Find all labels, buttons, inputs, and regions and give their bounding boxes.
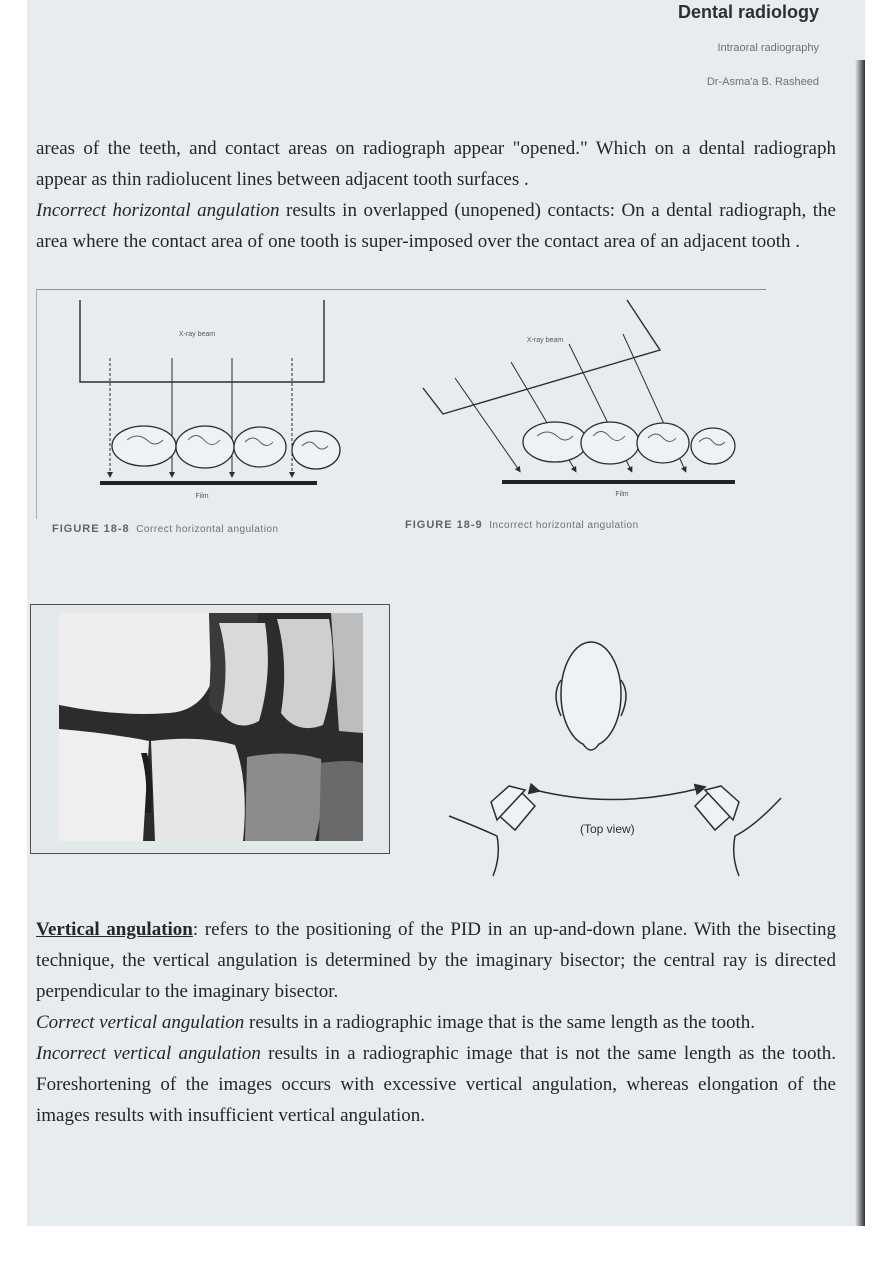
intro-line: areas of the teeth, and contact areas on radiograph appear "opened." Which on a dental radiograph appear as thin radiolucent lines between adjacent tooth surfaces . <box>36 138 836 190</box>
figure-18-8-number: FIGURE 18-8 <box>52 523 130 535</box>
correct-vertical-paragraph <box>36 1007 836 1038</box>
correct-vertical-text: results in a radiographic image that is the same length as the tooth. <box>244 1012 756 1033</box>
tooth-7 <box>637 423 689 463</box>
figure-18-9-text: Incorrect horizontal angulation <box>489 520 639 531</box>
incorrect-vertical-paragraph <box>36 1038 836 1131</box>
top-view-label: (Top view) <box>580 822 635 836</box>
figure-18-8-text: Correct horizontal angulation <box>136 524 279 535</box>
figure-18-9-number: FIGURE 18-9 <box>405 519 483 531</box>
tooth-8 <box>691 428 735 464</box>
right-film-label: Film <box>615 491 629 498</box>
incorrect-horizontal-paragraph <box>36 195 836 257</box>
left-ear <box>556 680 561 716</box>
incorrect-vertical-text: results in a radiographic image that is not the same length as the tooth. Foreshortening of the images occurs with excessive vertical angulation, whereas elongation of the images results with insufficient vertical angulation. <box>36 1043 836 1126</box>
incorrect-horizontal-term: Incorrect horizontal angulation <box>36 200 280 221</box>
tooth-6 <box>581 422 639 464</box>
right-pid-cone <box>695 786 781 876</box>
vertical-angulation-section <box>36 914 836 1131</box>
left-film-label: Film <box>195 493 209 500</box>
left-beam-label: X-ray beam <box>178 331 216 338</box>
top-view-head-diagram <box>435 630 795 880</box>
header-author: Dr-Asma'a B. Rasheed <box>706 76 819 88</box>
figure-top-rule <box>36 289 766 290</box>
page-edge-shadow <box>855 60 865 1226</box>
tooth-3 <box>234 427 286 467</box>
correct-vertical-term: Correct vertical angulation <box>36 1012 245 1033</box>
vertical-angulation-definition: : refers to the positioning of the PID in an up-and-down plane. With the bisecting technique, the vertical angulation is determined by the imaginary bisector; the central ray is directed perpendicular to the imaginary bisector. <box>36 919 836 1002</box>
header-title: Dental radiology <box>677 2 819 22</box>
document-page <box>27 0 865 1226</box>
left-pid-cone <box>449 786 535 876</box>
incorrect-vertical-term: Incorrect vertical angulation <box>36 1043 261 1064</box>
tooth-4 <box>292 431 340 469</box>
incorrect-horizontal-text: results in overlapped (unopened) contacts: On a dental radiograph, the area where the contact area of one tooth is super-imposed over the contact area of an adjacent tooth . <box>36 200 836 252</box>
tooth-2 <box>176 426 234 468</box>
radiograph-overlapped-contacts-image <box>59 613 363 841</box>
vertical-angulation-term: Vertical angulation <box>36 919 193 940</box>
right-ear <box>621 680 626 716</box>
angulation-arc-arrow <box>535 788 701 800</box>
figure-18-9-caption <box>405 519 639 531</box>
tooth-5 <box>523 422 587 462</box>
figure-left-rule <box>36 289 37 519</box>
head-outline <box>561 642 621 746</box>
header-subtitle: Intraoral radiography <box>717 42 819 54</box>
intro-paragraph <box>36 133 836 257</box>
right-beam-label: X-ray beam <box>526 337 564 344</box>
figure-correct-angulation-diagram <box>62 300 362 505</box>
vertical-angulation-paragraph <box>36 914 836 1007</box>
radiograph-image-frame <box>30 604 390 854</box>
figure-18-8-caption <box>52 523 279 535</box>
figure-incorrect-angulation-diagram <box>417 296 737 506</box>
nose <box>583 744 599 750</box>
tooth-1 <box>112 426 176 466</box>
